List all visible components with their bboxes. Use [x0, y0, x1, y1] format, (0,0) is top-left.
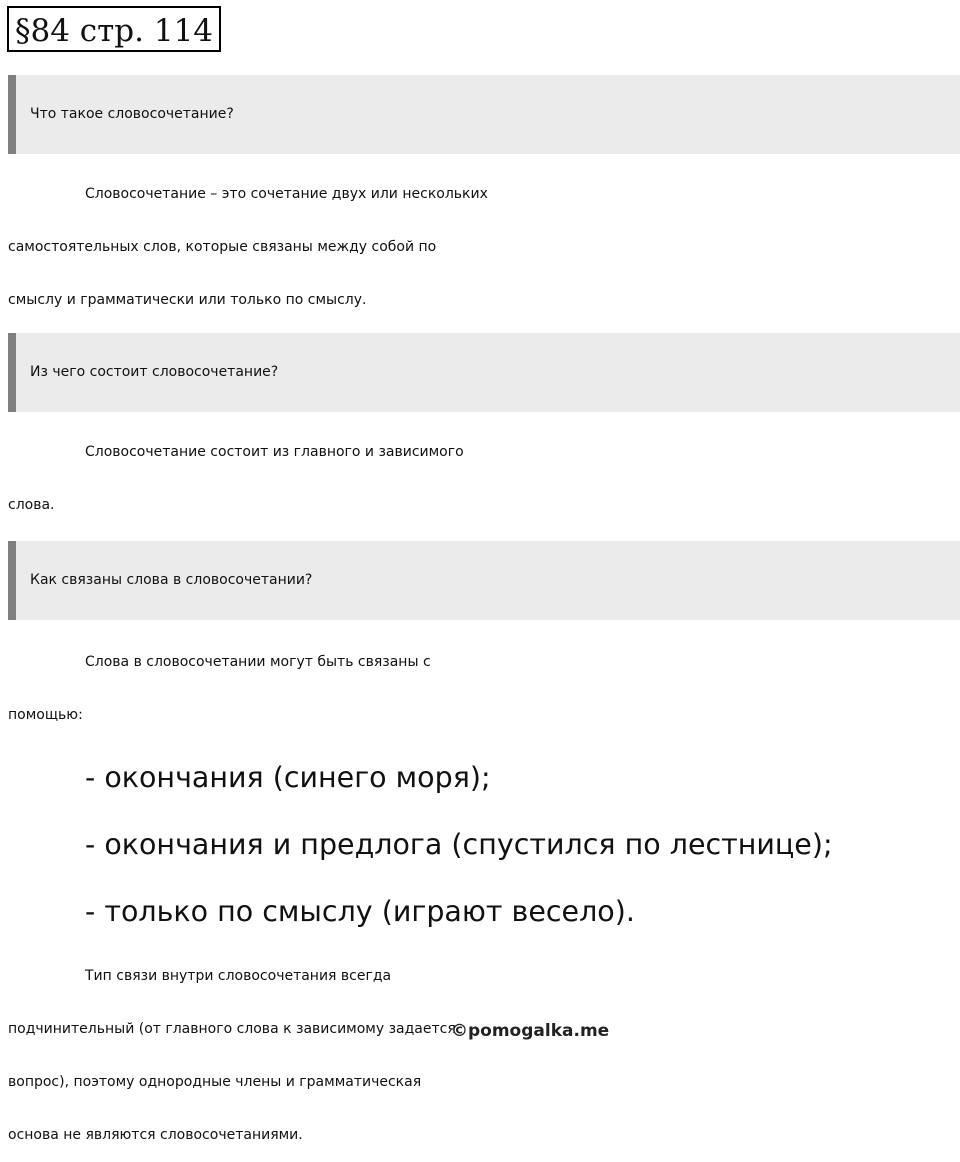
answer-3	[8, 636, 953, 742]
question-1-heading: Что такое словосочетание?	[8, 75, 960, 154]
answer-2-line: Словосочетание состоит из главного и зависимого	[85, 444, 464, 460]
closing-paragraph	[8, 950, 953, 1162]
question-2-heading: Из чего состоит словосочетание?	[8, 333, 960, 412]
answer-2	[8, 426, 953, 532]
answer-3-line: Слова в словосочетании могут быть связаны с	[85, 654, 431, 670]
closing-line: основа не являются словосочетаниями.	[8, 1127, 303, 1143]
list-item: - окончания (синего моря);	[85, 761, 491, 794]
answer-1-line: самостоятельных слов, которые связаны между собой по	[8, 239, 437, 255]
answer-1	[8, 168, 953, 327]
answer-1-line: смыслу и грамматически или только по смыслу.	[8, 292, 367, 308]
closing-line: вопрос), поэтому однородные члены и грамматическая	[8, 1074, 422, 1090]
closing-line: Тип связи внутри словосочетания всегда	[85, 968, 392, 984]
answer-3-line: помощью:	[8, 707, 83, 723]
closing-line: подчинительный (от главного слова к зависимому задается	[8, 1021, 456, 1037]
answer-2-line: слова.	[8, 497, 55, 513]
question-3-heading: Как связаны слова в словосочетании?	[8, 541, 960, 620]
answer-1-line: Словосочетание – это сочетание двух или нескольких	[85, 186, 488, 202]
list-item: - окончания и предлога (спустился по лестнице);	[85, 828, 833, 861]
section-page-tag: §84 стр. 114	[7, 6, 221, 52]
watermark: ©pomogalka.me	[451, 1021, 610, 1041]
list-item: - только по смыслу (играют весело).	[85, 895, 635, 928]
